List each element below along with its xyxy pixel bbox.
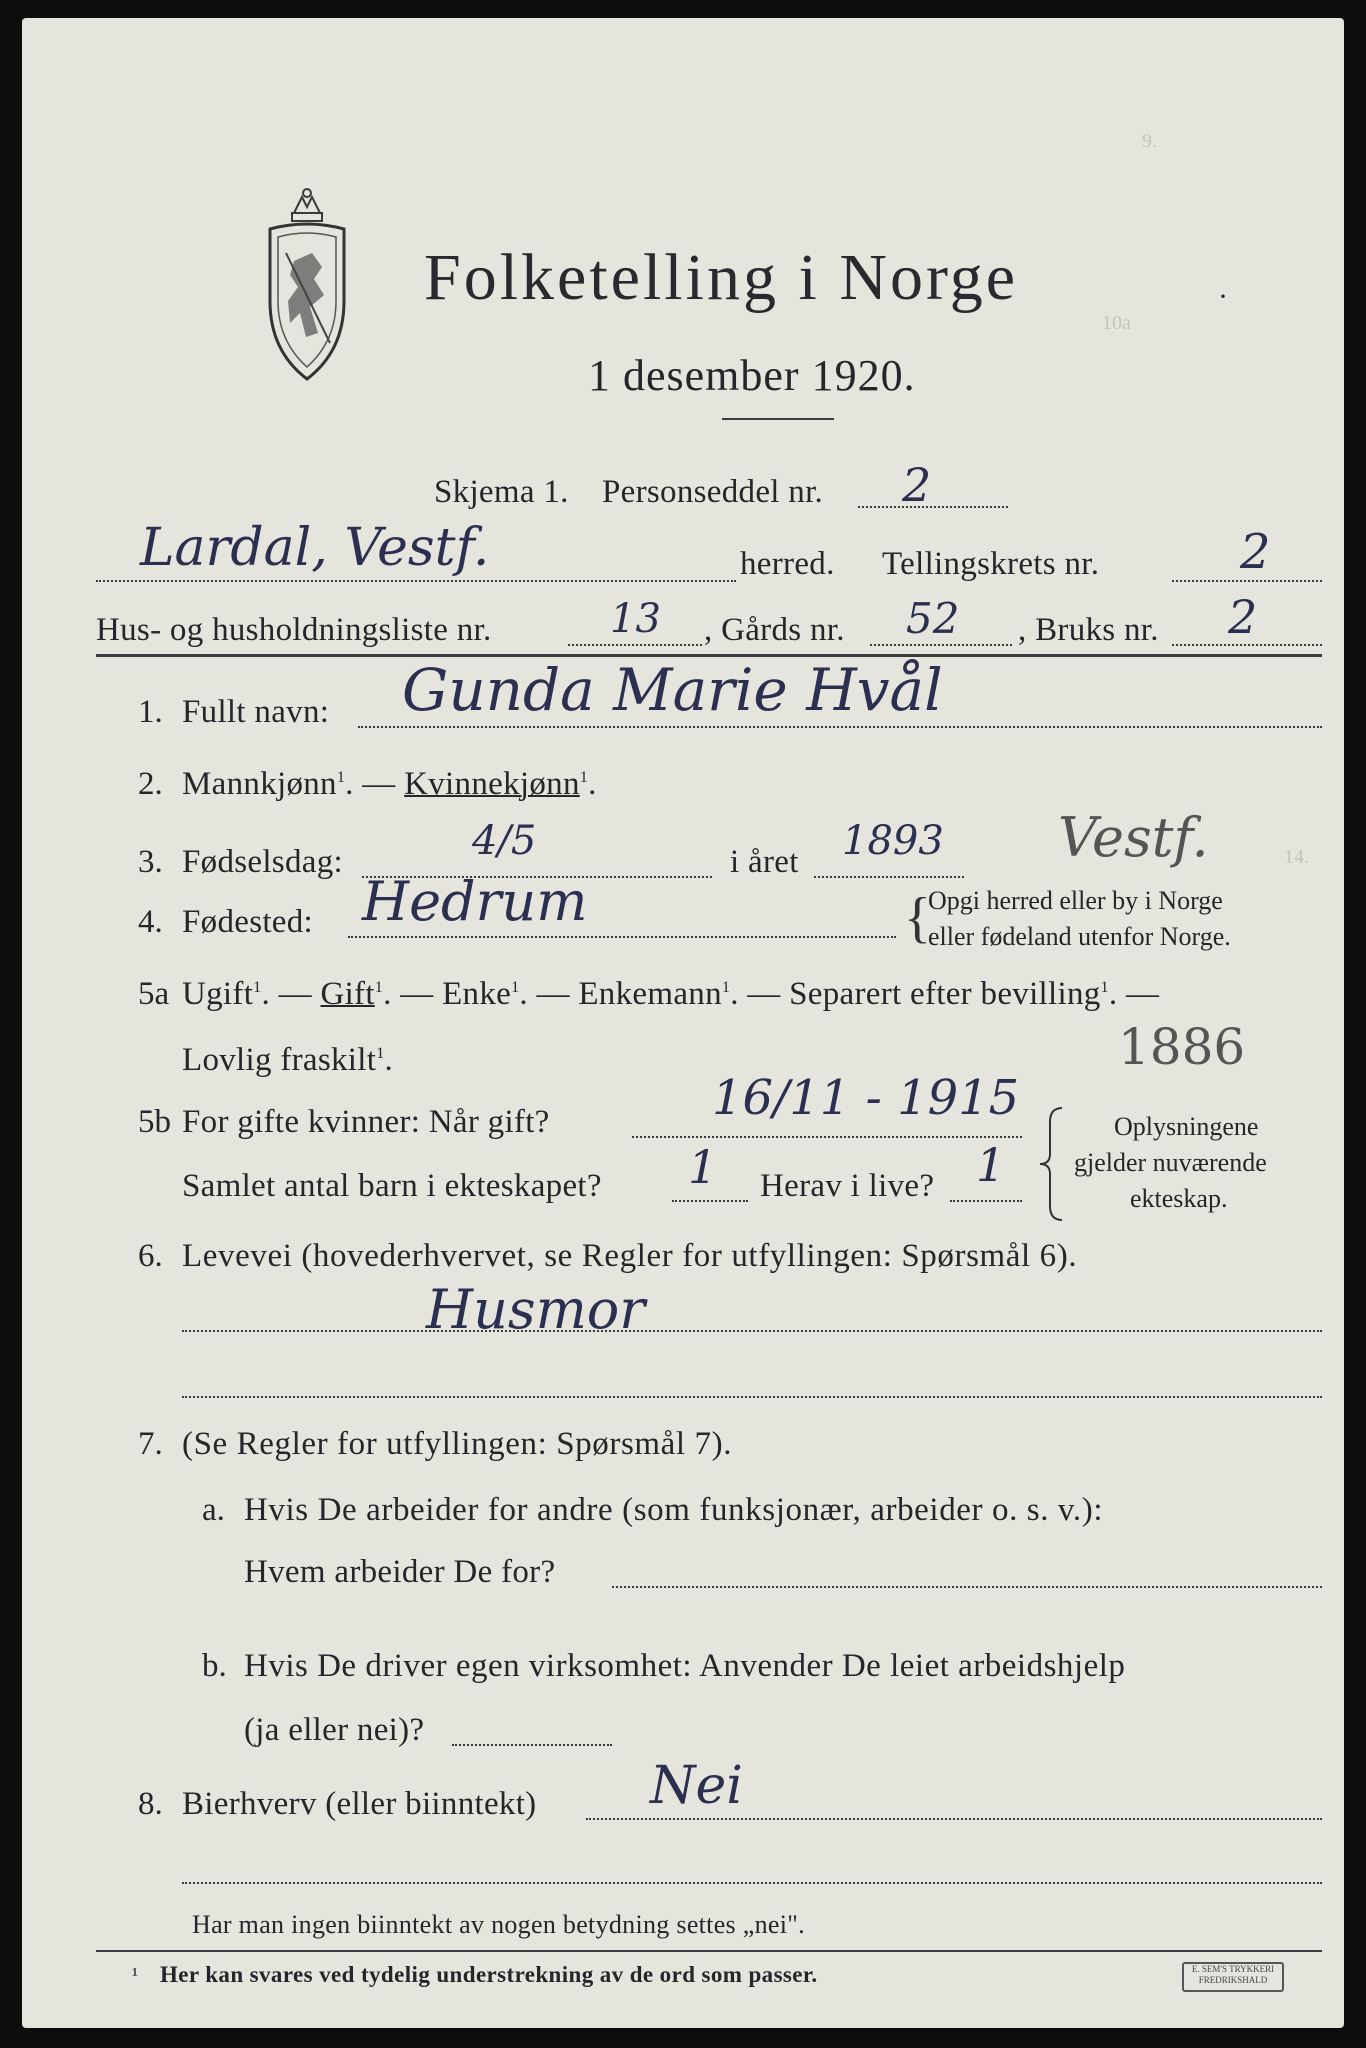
- q1-number: 1.: [138, 694, 163, 730]
- tellingskrets-label: Tellingskrets nr.: [882, 546, 1100, 582]
- q1-label: Fullt navn:: [182, 694, 330, 730]
- gards-line: [870, 644, 1012, 646]
- bottom-note: Har man ingen biinntekt av nogen betydning settes „nei".: [192, 1910, 805, 1939]
- birth-day-value[interactable]: 4/5: [472, 818, 537, 864]
- q5b-married-line: [632, 1136, 1022, 1138]
- q7b-answer-line[interactable]: [452, 1744, 612, 1746]
- skjema-label: Skjema 1.: [434, 474, 569, 510]
- margin-note-1886: 1886: [1118, 1018, 1246, 1076]
- footer-divider: [96, 1950, 1322, 1952]
- show-through-text: 9.: [1142, 130, 1157, 152]
- q2-options: Mannkjønn$^1$. — Kvinnekjønn$^1$.: [182, 766, 597, 802]
- personseddel-value[interactable]: 2: [902, 458, 932, 512]
- q4-note-line1: Opgi herred eller by i Norge: [928, 886, 1223, 915]
- footnote-text: Her kan svares ved tydelig understrekning av de ord som passer.: [160, 1962, 818, 1987]
- q5a-options: Ugift$^1$. — Gift$^1$. — Enke$^1$. — Enkemann$^1$. — Separert efter bevilling$^1$. —: [182, 976, 1160, 1012]
- margin-note-vestf: Vestf.: [1058, 806, 1209, 869]
- q3-label: Fødselsdag:: [182, 844, 343, 880]
- title-divider: [722, 418, 834, 420]
- bruks-line: [1172, 644, 1322, 646]
- occupation-value[interactable]: Husmor: [426, 1278, 646, 1341]
- side-income-value[interactable]: Nei: [650, 1756, 743, 1816]
- children-alive-value[interactable]: 1: [976, 1138, 1006, 1192]
- q5b-note-line1: Oplysningene: [1114, 1112, 1259, 1141]
- q1-line: [358, 726, 1322, 728]
- birth-year-value[interactable]: 1893: [842, 818, 944, 864]
- q3-year-line: [814, 876, 964, 878]
- option-enke[interactable]: Enke: [442, 976, 512, 1012]
- option-kvinnekjonn-selected[interactable]: Kvinnekjønn: [404, 766, 580, 802]
- option-ugift[interactable]: Ugift: [182, 976, 254, 1012]
- q7a-line1: Hvis De arbeider for andre (som funksjonær, arbeider o. s. v.):: [244, 1492, 1104, 1528]
- q5b-note-line3: ekteskap.: [1130, 1184, 1228, 1213]
- stamp-line2: FREDRIKSHALD: [1198, 1975, 1268, 1985]
- q4-number: 4.: [138, 904, 163, 940]
- q8-line2: [182, 1882, 1322, 1884]
- q4-bracket: {: [904, 887, 931, 949]
- show-through-text: 10a: [1102, 312, 1131, 334]
- q3-number: 3.: [138, 844, 163, 880]
- q4-note-line2: eller fødeland utenfor Norge.: [928, 922, 1231, 951]
- q8-number: 8.: [138, 1786, 163, 1822]
- q3-year-label: i året: [730, 844, 799, 880]
- husholdningsliste-label: Hus- og husholdningsliste nr.: [96, 612, 492, 648]
- option-separator: . —: [345, 766, 405, 802]
- q8-line: [586, 1818, 1322, 1820]
- herred-line: [96, 580, 736, 582]
- q7a-letter: a.: [202, 1492, 225, 1528]
- q5b-children-line: [672, 1200, 748, 1202]
- option-enkemann[interactable]: Enkemann: [578, 976, 722, 1012]
- married-date-value[interactable]: 16/11 - 1915: [712, 1070, 1020, 1126]
- option-mannkjonn[interactable]: Mannkjønn: [182, 766, 337, 802]
- footnote-mark: ¹: [132, 1964, 138, 1986]
- q6-line2: [182, 1396, 1322, 1398]
- q7a-answer-line[interactable]: [612, 1586, 1322, 1588]
- stamp-line1: E. SEM'S TRYKKERI: [1191, 1964, 1275, 1974]
- option-end: .: [588, 766, 597, 802]
- gards-label: , Gårds nr.: [704, 612, 845, 648]
- q5b-number: 5b: [138, 1104, 171, 1140]
- q7a-line2: Hvem arbeider De for?: [244, 1554, 556, 1590]
- children-count-value[interactable]: 1: [688, 1140, 718, 1194]
- title-dot: ·: [1218, 280, 1228, 313]
- q4-line: [348, 936, 896, 938]
- q5b-children-label: Samlet antal barn i ekteskapet?: [182, 1168, 602, 1204]
- option-lovlig-fraskilt[interactable]: Lovlig fraskilt: [182, 1042, 377, 1078]
- q6-line1: [182, 1330, 1322, 1332]
- form-title: Folketelling i Norge: [424, 241, 1019, 314]
- herred-value[interactable]: Lardal, Vestf.: [140, 518, 490, 578]
- q2-number: 2.: [138, 766, 163, 802]
- q5b-note-line2: gjelder nuværende: [1074, 1148, 1267, 1177]
- q8-label: Bierhverv (eller biinntekt): [182, 1786, 537, 1822]
- q5b-alive-line: [950, 1200, 1022, 1202]
- full-name-value[interactable]: Gunda Marie Hvål: [402, 656, 943, 724]
- bruks-label: , Bruks nr.: [1018, 612, 1159, 648]
- q5b-alive-label: Herav i live?: [760, 1168, 935, 1204]
- personseddel-line: [858, 506, 1008, 508]
- husholdningsliste-value[interactable]: 13: [610, 596, 661, 642]
- herred-label: herred.: [740, 546, 835, 582]
- q7-number: 7.: [138, 1426, 163, 1462]
- tellingskrets-value[interactable]: 2: [1240, 524, 1271, 580]
- gards-value[interactable]: 52: [906, 594, 960, 643]
- form-date: 1 desember 1920.: [588, 351, 916, 400]
- show-through-text: 14.: [1284, 846, 1309, 868]
- option-separert[interactable]: Separert efter bevilling: [789, 976, 1101, 1012]
- q5a-number: 5a: [138, 976, 170, 1012]
- q7b-line2: (ja eller nei)?: [244, 1712, 425, 1748]
- census-form-sheet: [22, 18, 1344, 2028]
- norwegian-coat-of-arms-icon: [252, 183, 362, 393]
- husholdningsliste-line: [568, 644, 702, 646]
- q7-label: (Se Regler for utfyllingen: Spørsmål 7).: [182, 1426, 733, 1462]
- personseddel-label: Personseddel nr.: [602, 474, 824, 510]
- printer-stamp: [1182, 1962, 1284, 1992]
- q7b-letter: b.: [202, 1648, 227, 1684]
- birthplace-value[interactable]: Hedrum: [362, 870, 588, 933]
- q7b-line1: Hvis De driver egen virksomhet: Anvender De leiet arbeidshjelp: [244, 1648, 1126, 1684]
- q5a-line2: Lovlig fraskilt$^1$.: [182, 1042, 394, 1078]
- q4-label: Fødested:: [182, 904, 314, 940]
- q5b-married-label: For gifte kvinner: Når gift?: [182, 1104, 550, 1140]
- tellingskrets-line: [1172, 580, 1322, 582]
- option-gift-selected[interactable]: Gift: [320, 976, 375, 1012]
- q6-number: 6.: [138, 1238, 163, 1274]
- q6-label: Levevei (hovederhvervet, se Regler for utfyllingen: Spørsmål 6).: [182, 1238, 1078, 1274]
- q5b-brace-icon: [1036, 1104, 1066, 1224]
- bruks-value[interactable]: 2: [1228, 590, 1258, 644]
